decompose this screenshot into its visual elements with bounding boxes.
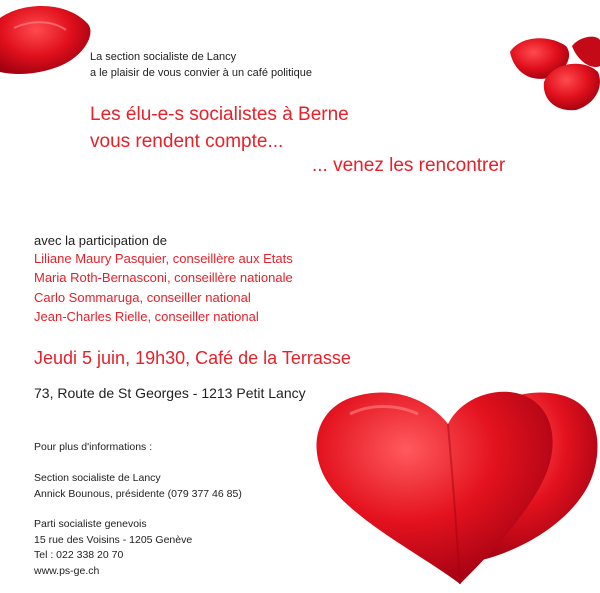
participant-1: Liliane Maury Pasquier, conseillère aux Etats: [34, 251, 293, 266]
invitation-line-2: a le plaisir de vous convier à un café politique: [90, 67, 312, 79]
participant-4: Jean-Charles Rielle, conseiller national: [34, 309, 259, 324]
president-contact: Annick Bounous, présidente (079 377 46 85): [34, 488, 242, 500]
headline-line-3: ... venez les rencontrer: [312, 155, 506, 176]
info-heading: Pour plus d'informations :: [34, 441, 153, 453]
petal-top-right-3: [572, 37, 600, 67]
event-date-venue: Jeudi 5 juin, 19h30, Café de la Terrasse: [34, 348, 351, 368]
party-address: 15 rue des Voisins - 1205 Genève: [34, 534, 193, 546]
section-name: Section socialiste de Lancy: [34, 472, 161, 484]
participation-heading: avec la participation de: [34, 233, 167, 248]
invitation-line-1: La section socialiste de Lancy: [90, 51, 237, 63]
party-website: www.ps-ge.ch: [34, 565, 100, 577]
participant-2: Maria Roth-Bernasconi, conseillère nationale: [34, 270, 293, 285]
headline-line-2: vous rendent compte...: [90, 131, 284, 152]
petal-top-left: [0, 6, 90, 74]
event-address: 73, Route de St Georges - 1213 Petit Lancy: [34, 385, 306, 401]
headline-line-1: Les élu-e-s socialistes à Berne: [90, 104, 349, 125]
party-phone: Tel : 022 338 20 70: [34, 549, 124, 561]
participant-3: Carlo Sommaruga, conseiller national: [34, 290, 251, 305]
heart-front: [316, 392, 552, 584]
party-name: Parti socialiste genevois: [34, 518, 147, 530]
